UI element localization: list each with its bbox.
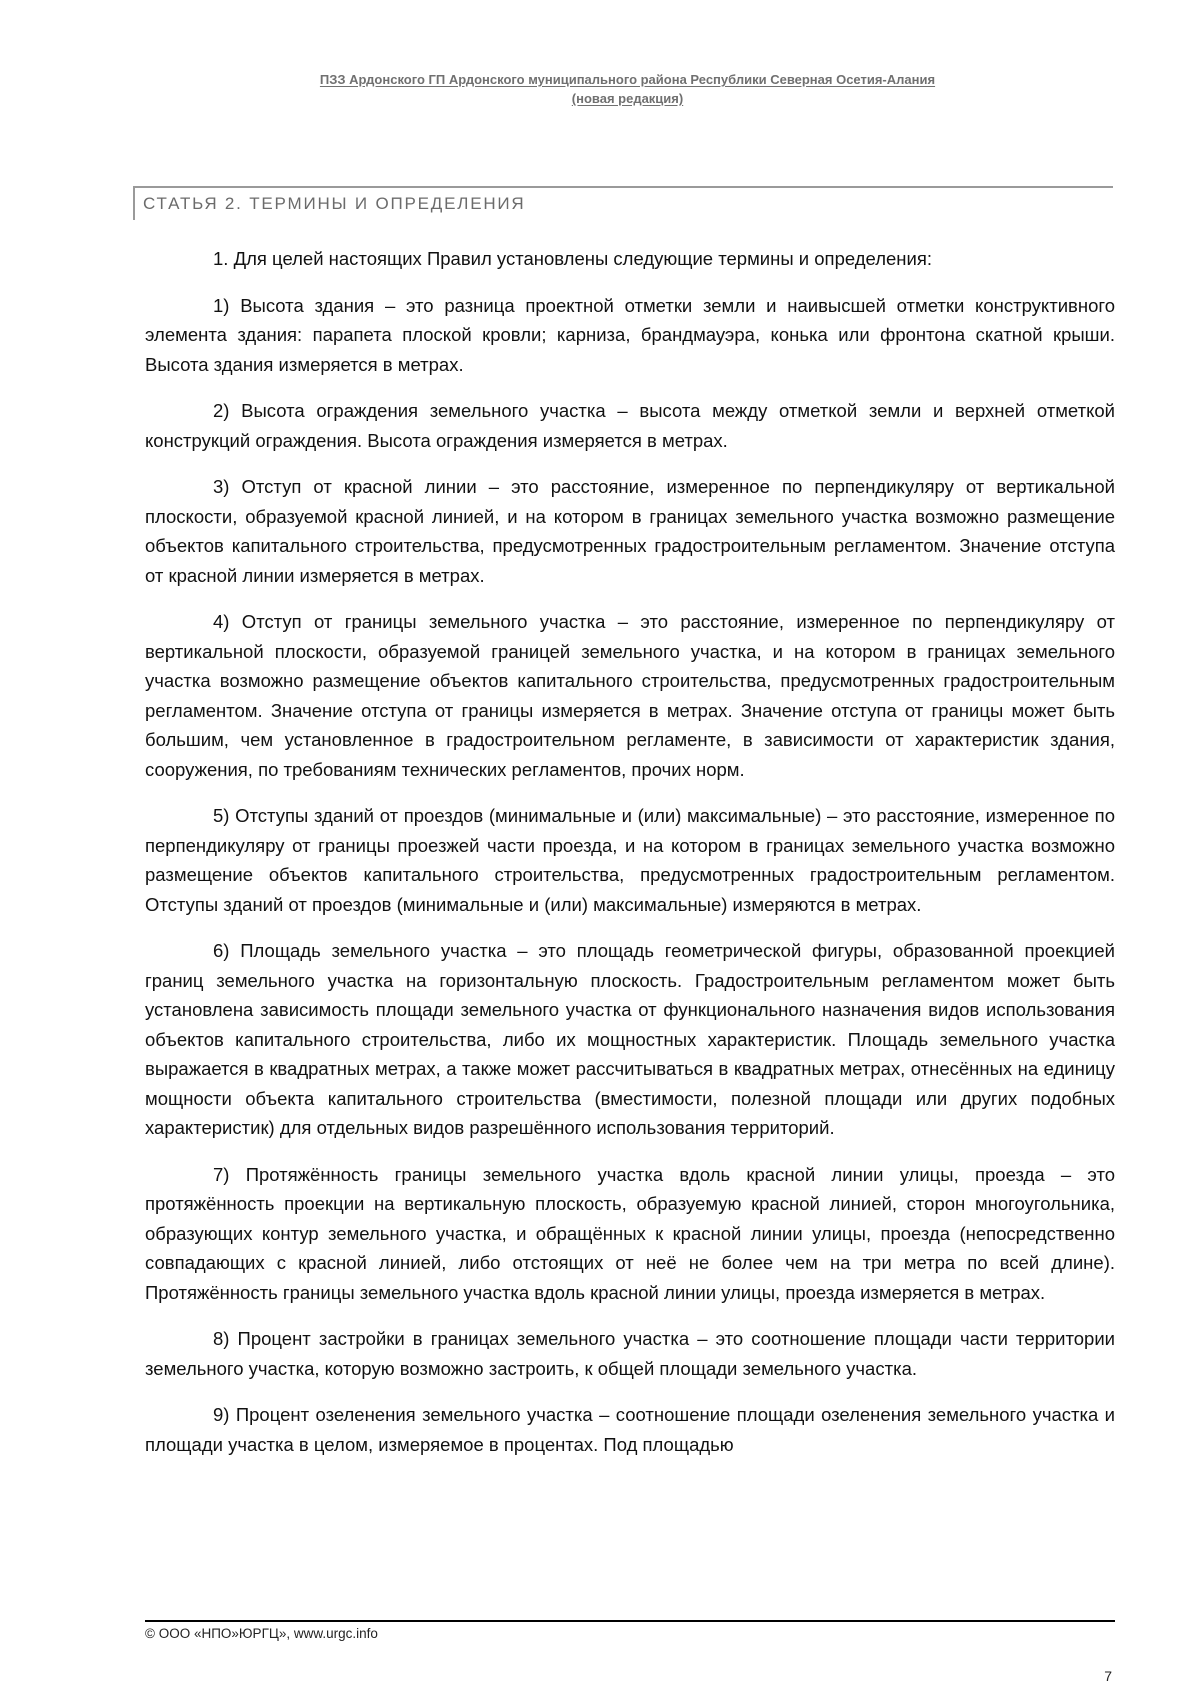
- paragraph-term-4: 4) Отступ от границы земельного участка – это расстояние, измеренное по перпендикуляру от вертикальной плоскости, образуемой границей земельного участка, и на котором в границах земельного участка возможно размещение объектов капитального строительства, предусмотренных градостроительным регламентом. Значение отступа от границы измеряется в метрах. Значение отступа от границы может быть большим, чем установленное в градостроительном регламенте, в зависимости от характеристик здания, сооружения, по требованиям технических регламентов, прочих норм.: [145, 611, 1115, 780]
- section-heading: СТАТЬЯ 2. ТЕРМИНЫ И ОПРЕДЕЛЕНИЯ: [133, 186, 1113, 220]
- paragraph-term-3: 3) Отступ от красной линии – это расстояние, измеренное по перпендикуляру от вертикальной плоскости, образуемой красной линией, и на котором в границах земельного участка возможно размещение объектов капитального строительства, предусмотренных градостроительным регламентом. Значение отступа от красной линии измеряется в метрах.: [145, 476, 1115, 586]
- header-title-line: ПЗЗ Ардонского ГП Ардонского муниципального района Республики Северная Осетия-Алания: [319, 72, 936, 87]
- paragraph-term-6: 6) Площадь земельного участка – это площадь геометрической фигуры, образованной проекцией границ земельного участка на горизонтальную плоскость. Градостроительным регламентом может быть установлена зависимость площади земельного участка от функционального назначения видов использования объектов капитального строительства, либо их мощностных характеристик. Площадь земельного участка выражается в квадратных метрах, а также может рассчитываться в квадратных метрах, отнесённых на единицу мощности объекта капитального строительства (вместимости, полезной площади или других подобных характеристик) для отдельных видов разрешённого использования территорий.: [145, 940, 1115, 1138]
- paragraph-term-1: 1) Высота здания – это разница проектной отметки земли и наивысшей отметки конструктивного элемента здания: парапета плоской кровли; карниза, брандмауэра, конька или фронтона скатной крыши. Высота здания измеряется в метрах.: [145, 294, 1115, 375]
- paragraph-term-9: 9) Процент озеленения земельного участка – соотношение площади озеленения земельного участка и площади участка в целом, измеряемое в процентах. Под площадью: [145, 1404, 1115, 1455]
- paragraph-intro: 1. Для целей настоящих Правил установлены следующие термины и определения:: [213, 248, 932, 269]
- document-body: [145, 244, 1115, 1476]
- header-edition-line: (новая редакция): [571, 91, 684, 106]
- footer-copyright: © ООО «НПО»ЮРГЦ», www.urgc.info: [145, 1626, 378, 1641]
- paragraph-term-8: 8) Процент застройки в границах земельного участка – это соотношение площади части территории земельного участка, которую возможно застроить, к общей площади земельного участка.: [145, 1328, 1115, 1379]
- paragraph-term-7: 7) Протяжённость границы земельного участка вдоль красной линии улицы, проезда – это протяжённость проекции на вертикальную плоскость, образуемую красной линией, сторон многоугольника, образующих контур земельного участка, и обращённых к красной линии улицы, проезда (непосредственно совпадающих с красной линией, либо отстоящих от неё не более чем на три метра по всей длине). Протяжённость границы земельного участка вдоль красной линии улицы, проезда измеряется в метрах.: [145, 1163, 1115, 1303]
- page-number: 7: [1104, 1668, 1112, 1684]
- footer-divider: [145, 1620, 1115, 1622]
- paragraph-term-2: 2) Высота ограждения земельного участка – высота между отметкой земли и верхней отметкой конструкций ограждения. Высота ограждения измеряется в метрах.: [145, 400, 1115, 451]
- paragraph-term-5: 5) Отступы зданий от проездов (минимальные и (или) максимальные) – это расстояние, измеренное по перпендикуляру от границы проезжей части проезда, и на котором в границах земельного участка возможно размещение объектов капитального строительства, предусмотренных градостроительным регламентом. Отступы зданий от проездов (минимальные и (или) максимальные) измеряются в метрах.: [145, 805, 1115, 915]
- document-header: [145, 70, 1110, 108]
